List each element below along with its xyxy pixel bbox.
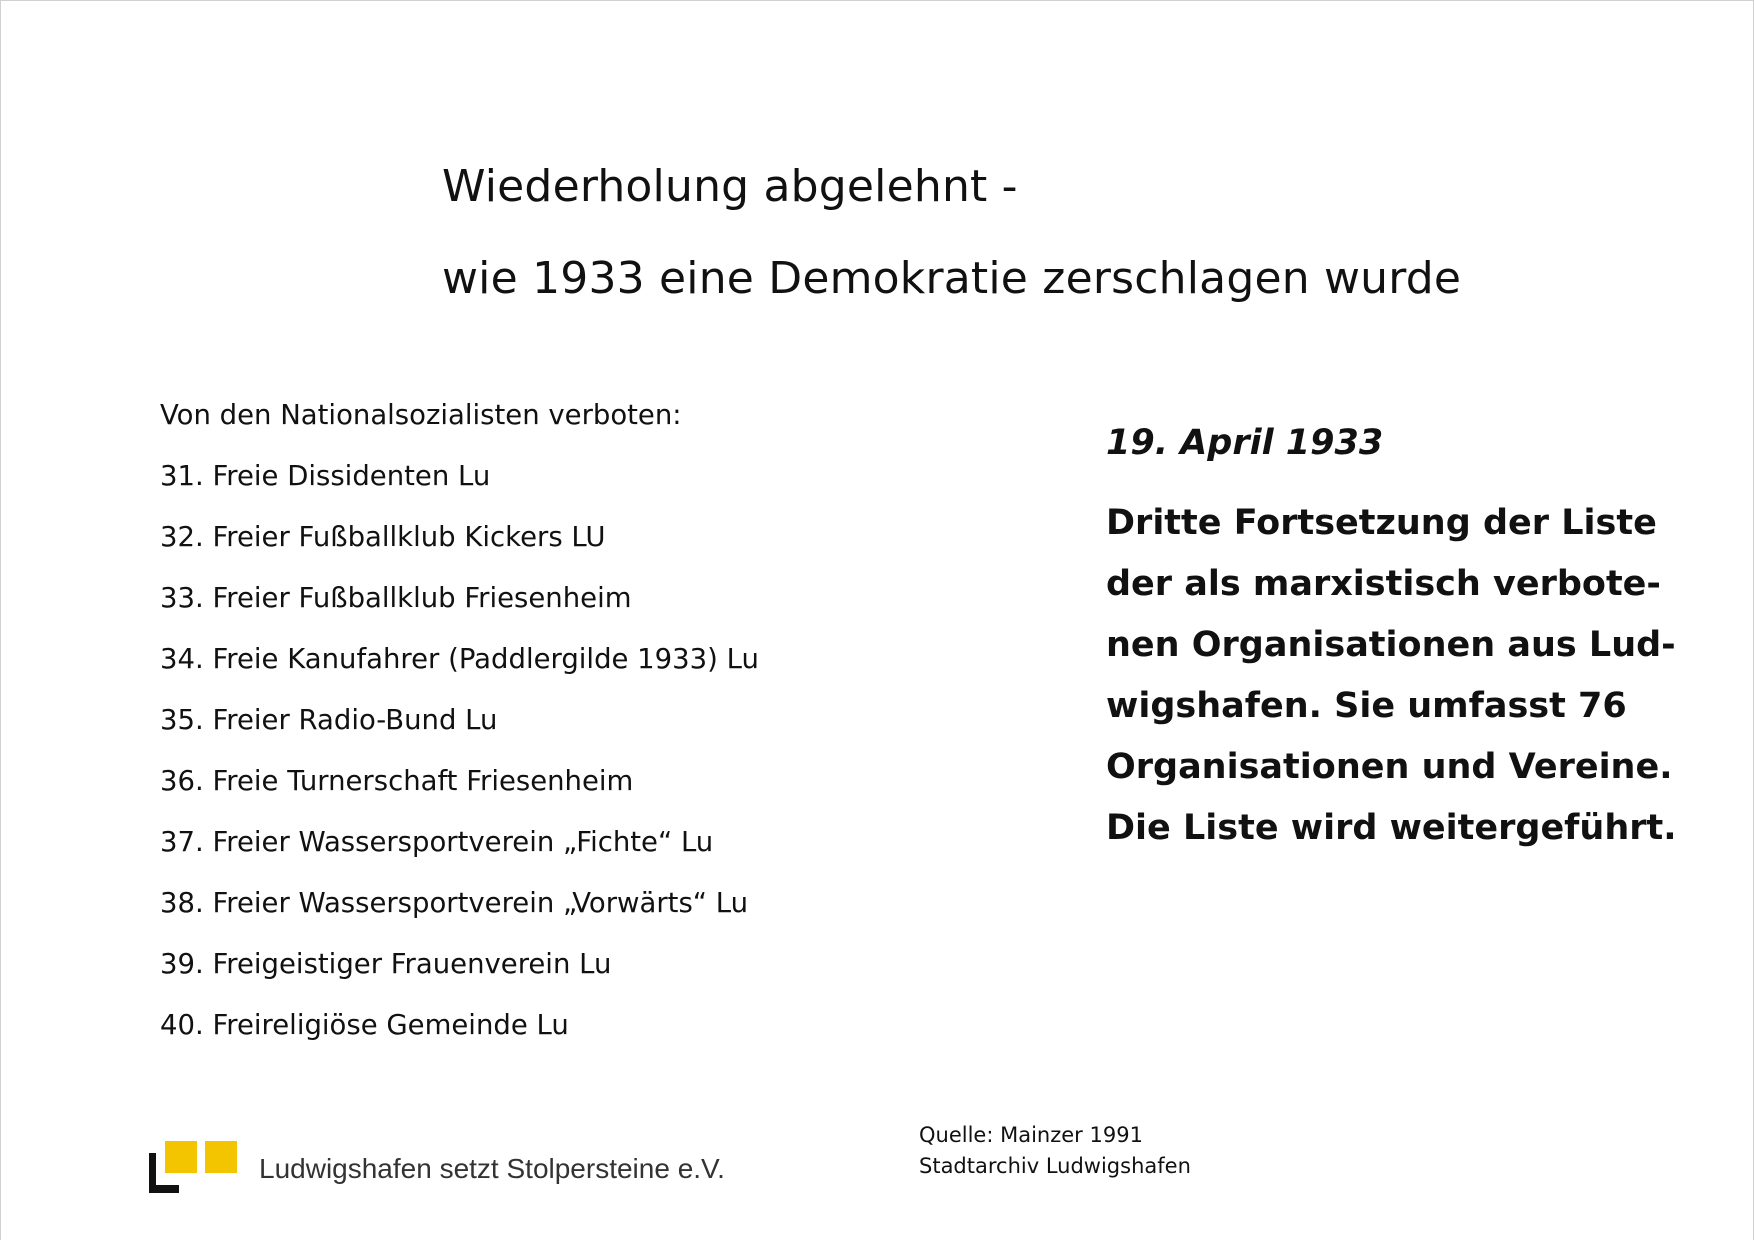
paragraph-line: Organisationen und Vereine. <box>1106 747 1673 787</box>
paragraph-line: wigshafen. Sie umfasst 76 <box>1106 686 1627 726</box>
list-item: 36. Freie Turnerschaft Friesenheim <box>160 765 634 797</box>
banned-organizations-list <box>160 385 759 1056</box>
paragraph-line: nen Organisationen aus Lud- <box>1106 625 1676 665</box>
source-line: Stadtarchiv Ludwigshafen <box>919 1154 1191 1178</box>
stolpersteine-logo-icon <box>149 1141 241 1193</box>
source-citation <box>919 1120 1191 1182</box>
date-heading: 19. April 1933 <box>1106 423 1384 463</box>
source-line: Quelle: Mainzer 1991 <box>919 1123 1143 1147</box>
paragraph-line: der als marxistisch verbote- <box>1106 564 1661 604</box>
list-item: 39. Freigeistiger Frauenverein Lu <box>160 948 612 980</box>
paragraph-line: Dritte Fortsetzung der Liste <box>1106 503 1657 543</box>
list-item: 40. Freireligiöse Gemeinde Lu <box>160 1009 569 1041</box>
list-item: 37. Freier Wassersportverein „Fichte“ Lu <box>160 826 714 858</box>
title-line-1: Wiederholung abgelehnt - <box>442 161 1018 212</box>
list-item: 33. Freier Fußballklub Friesenheim <box>160 582 632 614</box>
closing-statement: Die Liste wird weitergeführt. <box>1106 808 1677 848</box>
title-line-2: wie 1933 eine Demokratie zerschlagen wurde <box>442 253 1462 304</box>
list-heading: Von den Nationalsozialisten verboten: <box>160 399 682 431</box>
list-item: 35. Freier Radio-Bund Lu <box>160 704 498 736</box>
list-item: 32. Freier Fußballklub Kickers LU <box>160 521 606 553</box>
description-paragraph <box>1106 493 1676 798</box>
organization-name: Ludwigshafen setzt Stolpersteine e.V. <box>259 1153 725 1184</box>
list-item: 38. Freier Wassersportverein „Vorwärts“ Lu <box>160 887 749 919</box>
list-item: 31. Freie Dissidenten Lu <box>160 460 491 492</box>
list-item: 34. Freie Kanufahrer (Paddlergilde 1933) Lu <box>160 643 759 675</box>
